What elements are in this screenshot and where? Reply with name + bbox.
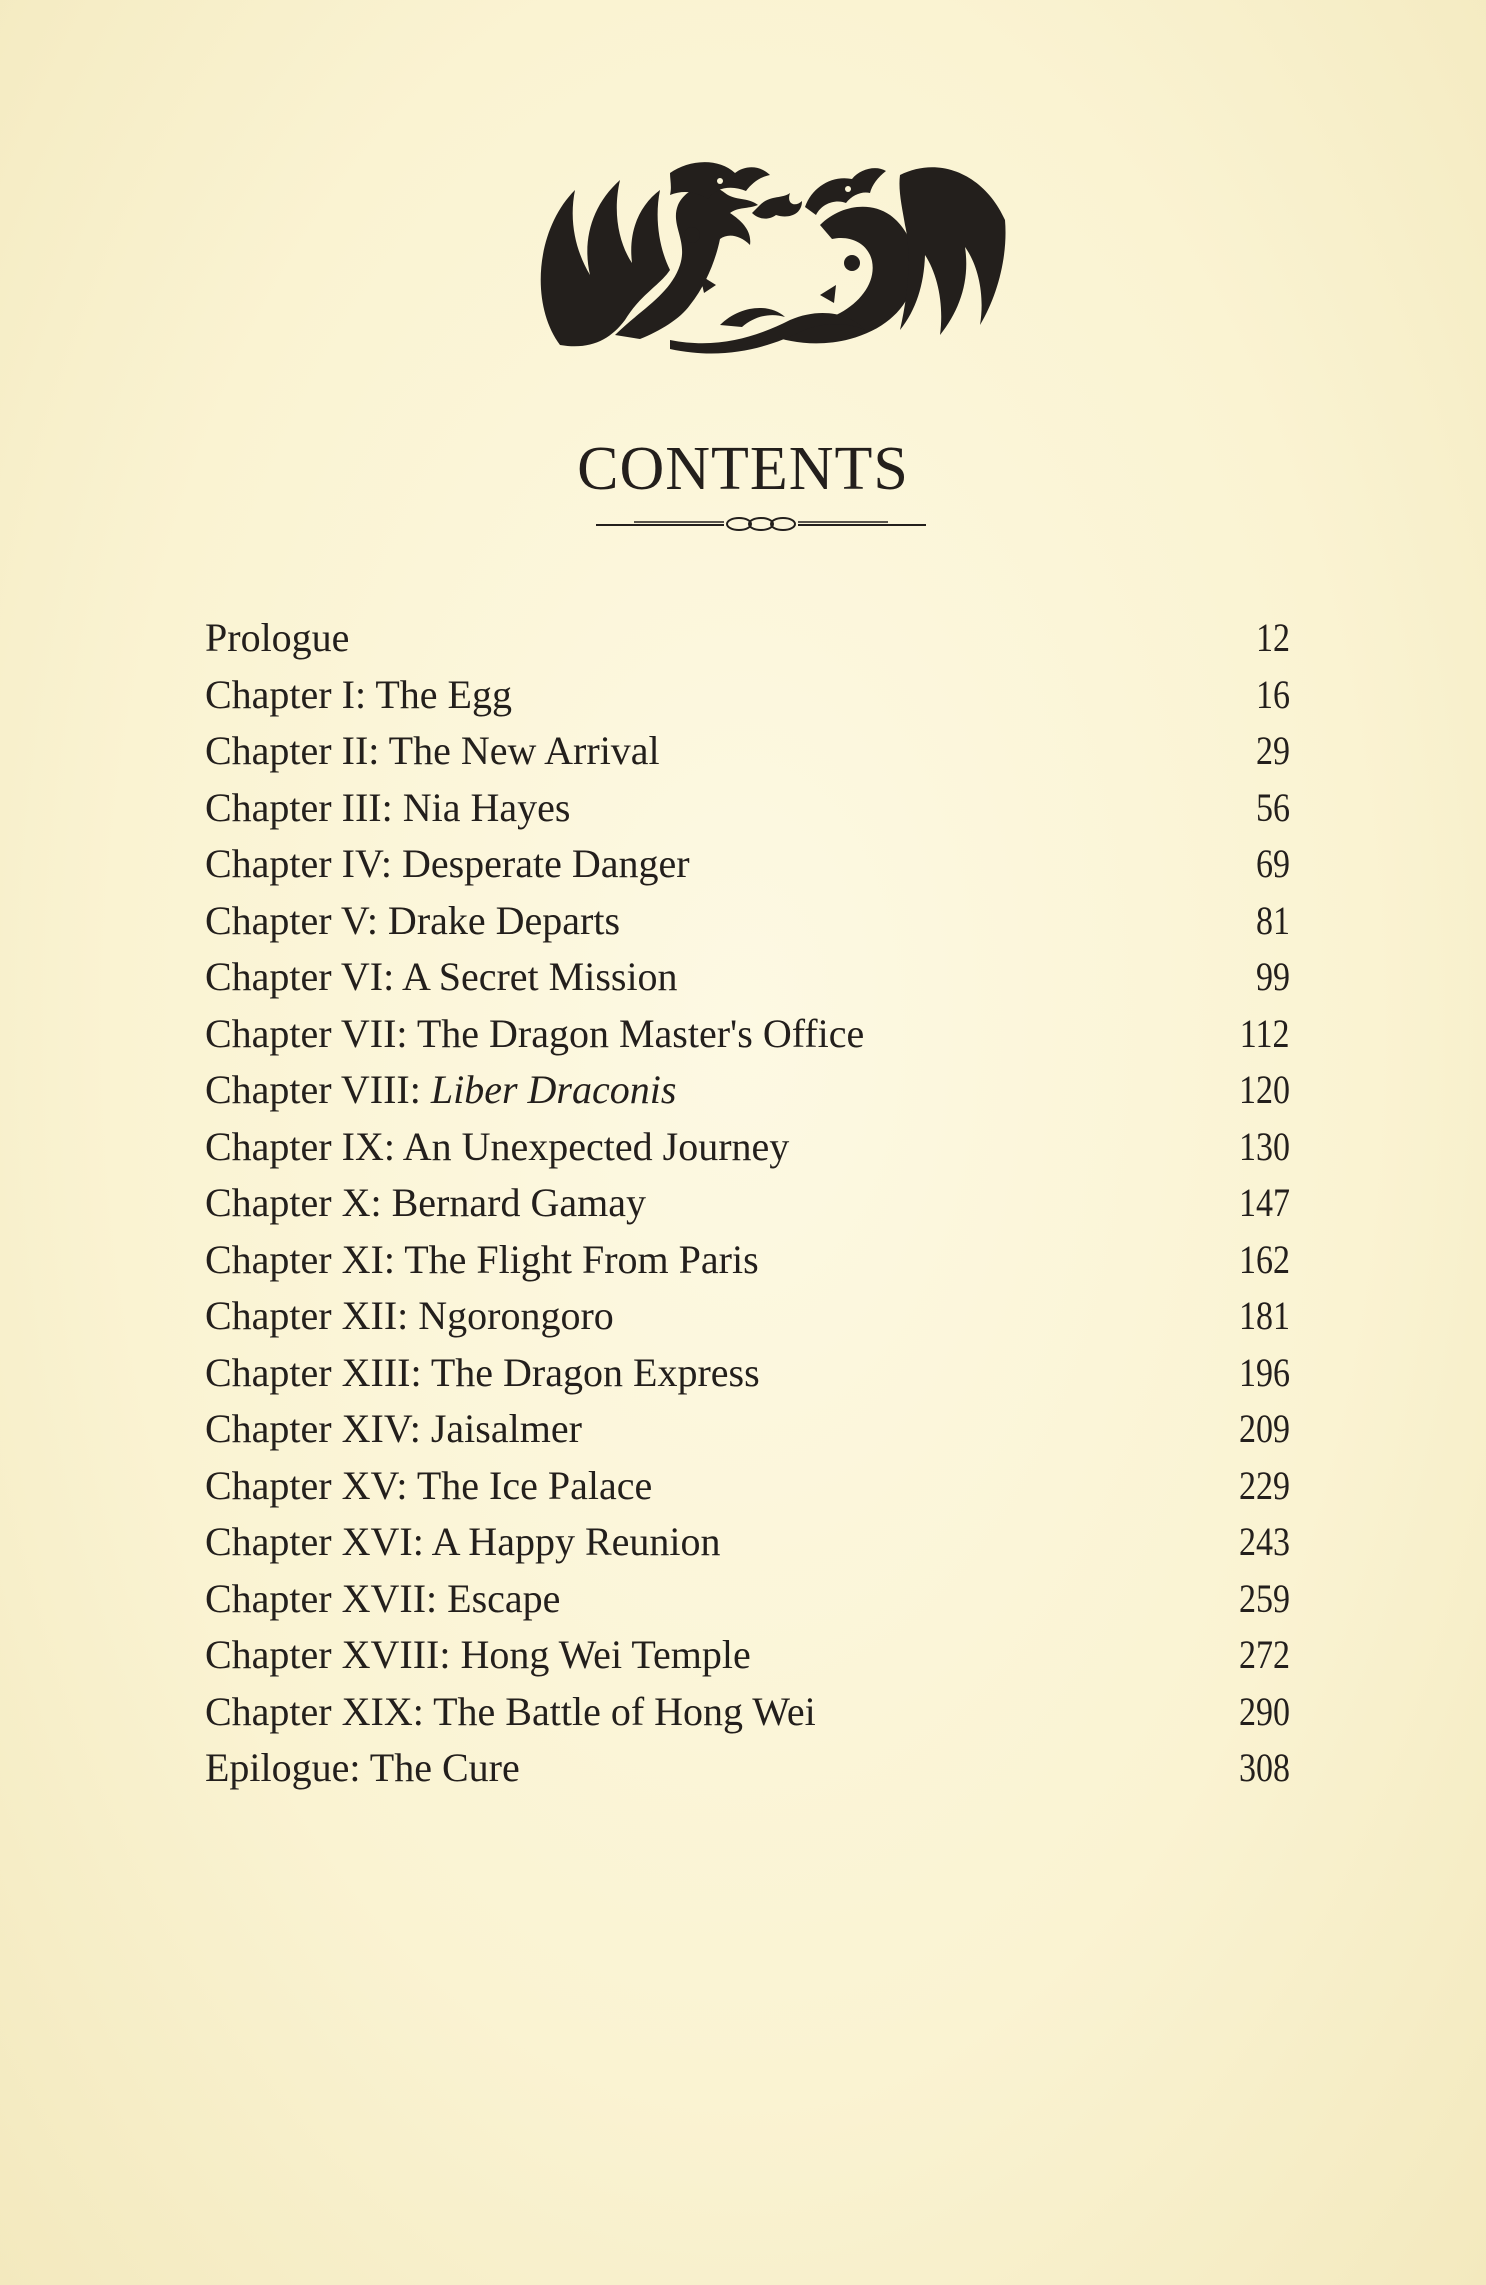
toc-entry (205, 1119, 1290, 1176)
toc-entry (205, 893, 1290, 950)
toc-entry-page: 81 (1256, 897, 1290, 943)
twin-dragons-icon (520, 135, 1020, 365)
toc-entry-page: 130 (1239, 1123, 1290, 1169)
toc-entry-page: 259 (1239, 1575, 1290, 1621)
toc-entry-page: 162 (1239, 1236, 1290, 1282)
toc-entry (205, 1740, 1290, 1797)
toc-entry (205, 1458, 1290, 1515)
toc-entry-title: Chapter V: Drake Departs (205, 897, 621, 943)
toc-entry (205, 1684, 1290, 1741)
ornamental-rule-icon (594, 514, 928, 536)
toc-entry-title: Chapter XVII: Escape (205, 1575, 561, 1621)
toc-entry-title: Chapter XVIII: Hong Wei Temple (205, 1632, 751, 1677)
toc-entry-page: 196 (1239, 1349, 1290, 1395)
toc-entry-page: 209 (1239, 1406, 1290, 1451)
toc-entry-title: Chapter II: The New Arrival (205, 728, 660, 773)
toc-entry (205, 1232, 1290, 1289)
toc-entry-title: Chapter XIV: Jaisalmer (205, 1406, 582, 1451)
toc-entry (205, 1401, 1290, 1458)
toc-entry-page: 16 (1256, 671, 1290, 717)
toc-entry (205, 723, 1290, 780)
toc-entry (205, 1006, 1290, 1063)
toc-entry (205, 1062, 1290, 1119)
page-title: CONTENTS (577, 435, 909, 503)
toc-entry (205, 836, 1290, 893)
toc-entry-title: Chapter X: Bernard Gamay (205, 1180, 646, 1225)
toc-entry-page: 12 (1256, 615, 1290, 660)
toc-entry-title: Chapter XIII: The Dragon Express (205, 1349, 760, 1395)
toc-entry-title: Chapter XIX: The Battle of Hong Wei (205, 1688, 816, 1734)
toc-entry-title: Chapter VIII: Liber Draconis (205, 1067, 677, 1112)
toc-entry-page: 112 (1240, 1010, 1290, 1056)
toc-entry-page: 308 (1239, 1745, 1290, 1790)
toc-entry-title: Chapter VI: A Secret Mission (205, 954, 678, 999)
toc-entry-page: 147 (1239, 1180, 1290, 1225)
toc-entry-page: 272 (1239, 1632, 1290, 1677)
toc-entry-title: Prologue (205, 615, 350, 660)
toc-entry-page: 290 (1239, 1688, 1290, 1734)
toc-entry-title: Chapter IX: An Unexpected Journey (205, 1123, 790, 1169)
toc-entry (205, 610, 1290, 667)
toc-entry (205, 1514, 1290, 1571)
toc-entry-page: 56 (1256, 784, 1290, 830)
toc-entry-page: 243 (1239, 1519, 1290, 1564)
toc-entry-page: 99 (1256, 954, 1290, 999)
toc-entry-title: Epilogue: The Cure (205, 1745, 520, 1790)
toc-entry (205, 1288, 1290, 1345)
toc-entry-page: 229 (1239, 1462, 1290, 1508)
toc-entry-page: 29 (1256, 728, 1290, 773)
toc-entry-title: Chapter I: The Egg (205, 671, 512, 717)
table-of-contents (205, 610, 1290, 1797)
toc-entry (205, 1571, 1290, 1628)
toc-entry (205, 667, 1290, 724)
toc-entry-page: 181 (1239, 1293, 1290, 1338)
toc-entry-title: Chapter XV: The Ice Palace (205, 1462, 653, 1508)
toc-entry-title: Chapter XII: Ngorongoro (205, 1293, 614, 1338)
toc-entry (205, 949, 1290, 1006)
toc-entry (205, 1345, 1290, 1402)
toc-entry-title: Chapter IV: Desperate Danger (205, 841, 690, 886)
toc-entry-title: Chapter III: Nia Hayes (205, 784, 571, 830)
toc-entry (205, 780, 1290, 837)
toc-entry-title: Chapter VII: The Dragon Master's Office (205, 1010, 865, 1056)
toc-entry-title: Chapter XVI: A Happy Reunion (205, 1519, 721, 1564)
toc-entry-page: 69 (1256, 841, 1290, 886)
toc-entry (205, 1627, 1290, 1684)
toc-entry-title: Chapter XI: The Flight From Paris (205, 1236, 759, 1282)
toc-entry (205, 1175, 1290, 1232)
toc-entry-page: 120 (1239, 1067, 1290, 1112)
